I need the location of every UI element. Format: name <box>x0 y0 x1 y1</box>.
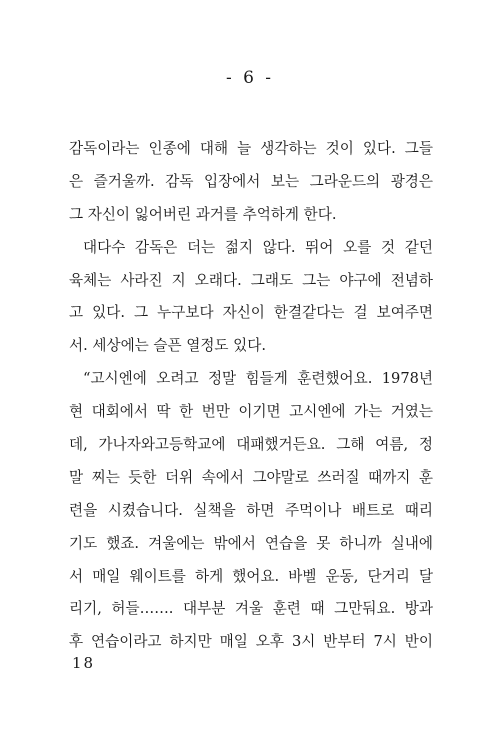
text-line: 서 매일 웨이트를 하게 했어요. 바벨 운동, 단거리 달 <box>69 567 433 585</box>
text-line: 후 연습이라고 하지만 매일 오후 3시 반부터 7시 반이 <box>69 633 433 651</box>
text-line: 육체는 사라진 지 오래다. 그래도 그는 야구에 전념하 <box>69 271 433 289</box>
text-line: 고 있다. 그 누구보다 자신이 한결같다는 걸 보여주면 <box>69 304 433 322</box>
text-line: 리기, 허들……. 대부분 겨울 훈련 때 그만둬요. 방과 <box>69 600 433 618</box>
text-line: 대다수 감독은 더는 젊지 않다. 뛰어 오를 것 같던 <box>83 238 433 256</box>
text-line: 기도 했죠. 겨울에는 밖에서 연습을 못 하니까 실내에 <box>69 534 433 552</box>
text-line: 은 즐거울까. 감독 입장에서 보는 그라운드의 광경은 <box>69 172 433 190</box>
page-number: 18 <box>72 654 96 672</box>
text-line: 그 자신이 잃어버린 과거를 추억하게 한다. <box>69 205 337 223</box>
chapter-header: - 6 - <box>225 68 275 88</box>
text-line: 서. 세상에는 슬픈 열정도 있다. <box>69 337 267 355</box>
text-line: “고시엔에 오려고 정말 힘들게 훈련했어요. 1978년 <box>83 370 433 388</box>
text-line: 말 찌는 듯한 더위 속에서 그야말로 쓰러질 때까지 훈 <box>69 468 433 486</box>
text-line: 련을 시켰습니다. 실책을 하면 주먹이나 배트로 때리 <box>69 501 433 519</box>
text-line: 감독이라는 인종에 대해 늘 생각하는 것이 있다. 그들 <box>69 140 433 157</box>
text-line: 현 대회에서 딱 한 번만 이기면 고시엔에 가는 거였는 <box>69 403 433 421</box>
body-text <box>69 133 433 659</box>
text-line: 데, 가나자와고등학교에 대패했거든요. 그해 여름, 정 <box>69 436 433 454</box>
